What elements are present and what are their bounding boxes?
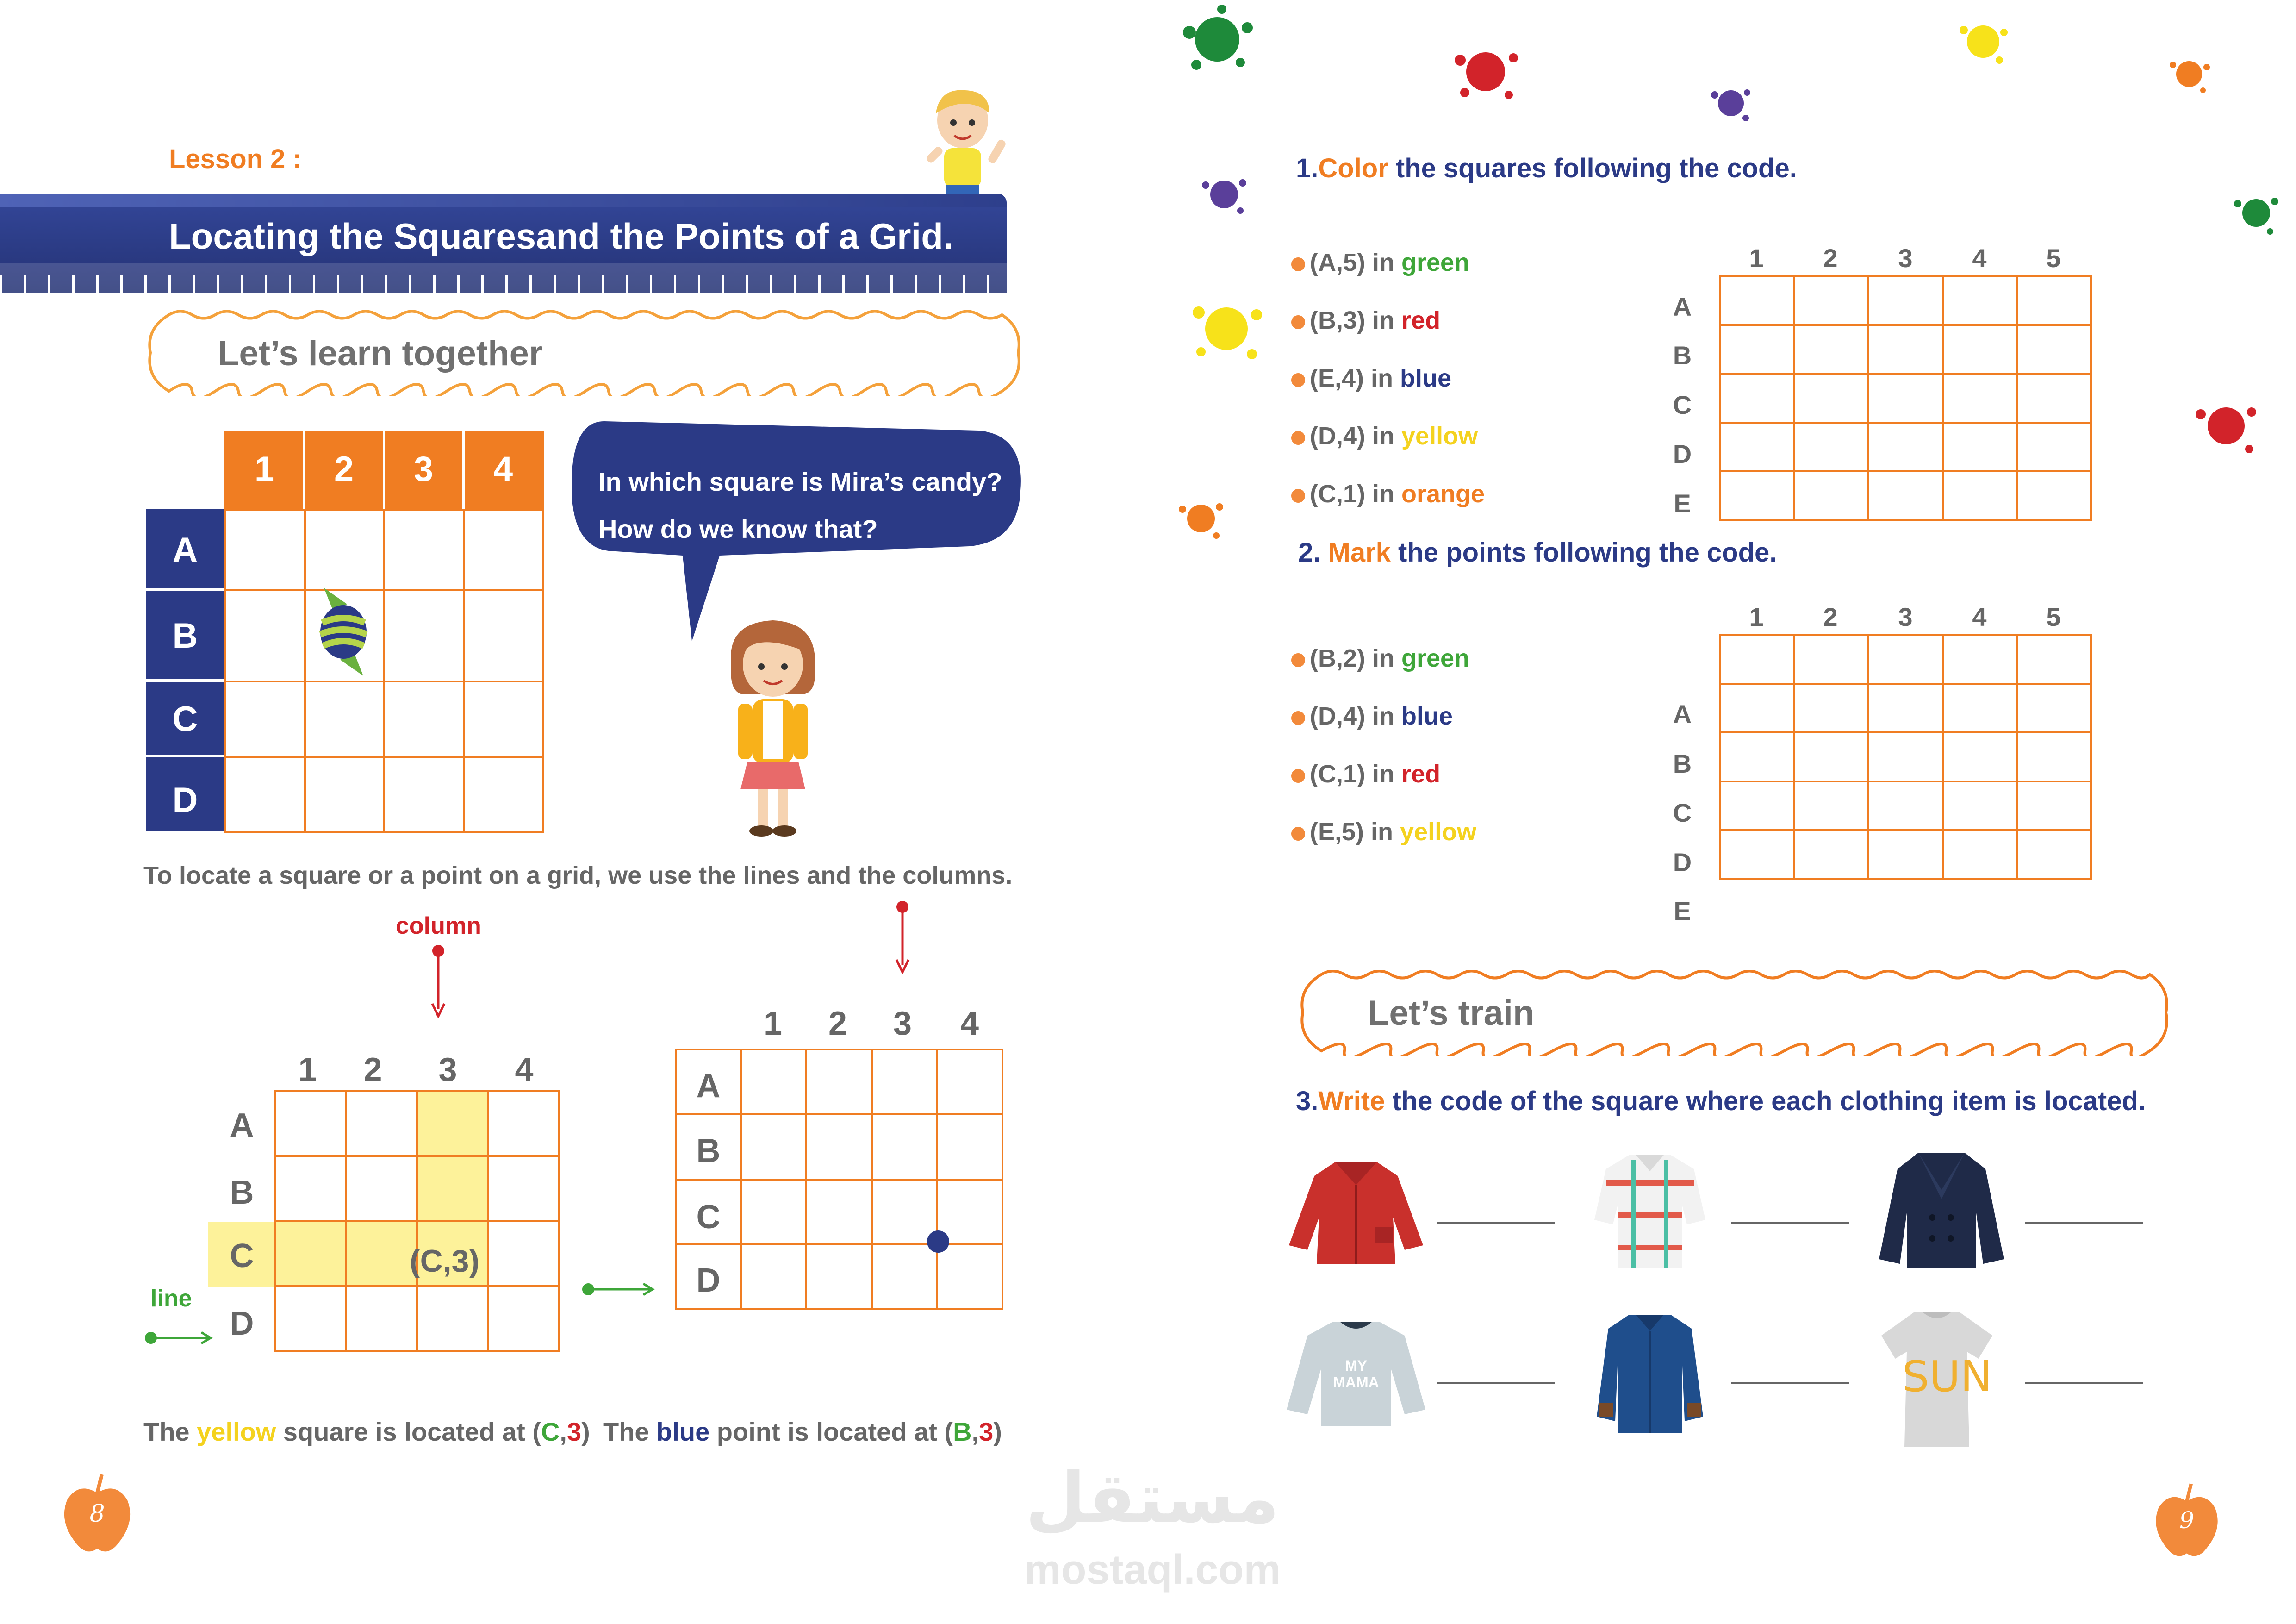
example-grid-yellow — [274, 1090, 560, 1352]
col-label: 3 — [1898, 602, 1913, 631]
sweater-text-1: MY — [1345, 1357, 1367, 1374]
code-item — [1291, 687, 1476, 745]
caption-text: square is located at ( — [276, 1417, 541, 1446]
caption-text: point is located at ( — [709, 1417, 953, 1446]
ex2-instruction — [1298, 537, 1777, 568]
col-label: 2 — [828, 1005, 847, 1042]
speech-line-2: How do we know that? — [598, 514, 878, 543]
col-label: 2 — [363, 1051, 382, 1088]
paint-splat-icon — [1708, 81, 1754, 125]
sweater-text-2: MAMA — [1333, 1374, 1379, 1391]
line-label: line — [150, 1285, 192, 1312]
code-text: (B,3) in — [1310, 306, 1394, 334]
mira-grid-cells — [224, 509, 544, 833]
row-label: A — [172, 531, 198, 570]
code-color: blue — [1401, 702, 1453, 730]
answer-line[interactable] — [2025, 1222, 2143, 1224]
navy-jacket-image — [1874, 1148, 2009, 1273]
paint-splat-icon — [1955, 14, 2011, 69]
caption-yellow — [143, 1417, 590, 1447]
answer-line[interactable] — [1437, 1382, 1555, 1384]
ex-verb: Mark — [1328, 537, 1391, 568]
banner-title: Locating the Squaresand the Points of a Grid. — [169, 216, 953, 256]
ex-text: the code of the square where each clothing item is located. — [1385, 1086, 2146, 1116]
col-label: 4 — [515, 1051, 534, 1088]
code-color: green — [1401, 249, 1470, 276]
caption-text: , — [971, 1417, 979, 1446]
col-label: 4 — [493, 450, 513, 489]
caption-letter: C — [541, 1417, 560, 1446]
speech-line-1: In which square is Mira’s candy? — [598, 467, 1002, 496]
watermark-latin: mostaql.com — [1024, 1547, 1281, 1593]
caption-letter: B — [953, 1417, 972, 1446]
red-coat-image — [1284, 1157, 1428, 1268]
row-label: B — [230, 1174, 254, 1211]
plaid-shirt-image — [1592, 1150, 1708, 1273]
col-label: 2 — [334, 450, 354, 489]
ruler-ticks — [0, 275, 1007, 293]
ex-number: 1. — [1296, 153, 1319, 183]
caption-blue — [603, 1417, 1002, 1447]
code-item — [1291, 465, 1485, 523]
code-text: (B,2) in — [1310, 644, 1394, 672]
col-label: 1 — [763, 1005, 783, 1042]
code-text: (D,4) in — [1310, 702, 1394, 730]
denim-shirt-image — [1592, 1310, 1708, 1437]
row-label: D — [1673, 848, 1692, 877]
caption-text: The — [143, 1417, 197, 1446]
column-arrow-icon — [891, 900, 914, 974]
row-label: B — [172, 616, 198, 656]
caption-text: The — [603, 1417, 657, 1446]
ex-verb: Color — [1318, 153, 1388, 183]
page-number: 8 — [89, 1500, 105, 1528]
answer-line[interactable] — [1731, 1222, 1849, 1224]
ex1-instruction — [1296, 153, 1797, 184]
col-label: 1 — [254, 450, 274, 489]
col-label: 3 — [438, 1051, 457, 1088]
col-label: 4 — [960, 1005, 979, 1042]
paint-splat-icon — [2231, 187, 2282, 238]
code-item — [1291, 745, 1476, 803]
row-label: C — [1673, 798, 1692, 827]
row-label: D — [696, 1262, 721, 1299]
ex-verb: Write — [1318, 1086, 1385, 1116]
code-text: (D,4) in — [1310, 422, 1394, 450]
ex1-codes — [1291, 234, 1485, 523]
caption-number: 3 — [979, 1417, 994, 1446]
code-item — [1291, 234, 1485, 292]
learn-together-title: Let’s learn together — [218, 334, 543, 373]
row-label: C — [1673, 390, 1692, 419]
column-arrow-icon — [427, 944, 450, 1018]
caption-number: 3 — [566, 1417, 582, 1446]
code-item — [1291, 803, 1476, 861]
code-text: (E,4) in — [1310, 364, 1394, 392]
paint-splat-icon — [1187, 292, 1266, 366]
ex2-codes — [1291, 630, 1476, 861]
row-label: B — [696, 1132, 721, 1169]
row-label: A — [696, 1068, 721, 1105]
row-label: D — [1673, 439, 1692, 468]
code-item — [1291, 350, 1485, 407]
ex1-grid[interactable] — [1719, 275, 2092, 521]
code-color: red — [1401, 760, 1441, 788]
col-label: 1 — [298, 1051, 317, 1088]
ex2-grid[interactable] — [1719, 634, 2092, 880]
row-label: C — [230, 1237, 254, 1274]
code-text: (C,1) in — [1310, 760, 1394, 788]
candy-icon — [315, 586, 373, 678]
code-item — [1291, 630, 1476, 687]
ex-text: the points following the code. — [1390, 537, 1777, 568]
answer-line[interactable] — [1437, 1222, 1555, 1224]
ex-number: 3. — [1296, 1086, 1319, 1116]
paint-splat-icon — [1171, 0, 1263, 79]
paint-splat-icon — [1176, 493, 1226, 544]
caption-text: ) — [581, 1417, 590, 1446]
row-label: B — [1673, 749, 1692, 778]
col-label: 5 — [2046, 602, 2061, 631]
row-label: E — [1674, 896, 1691, 925]
code-color: red — [1401, 306, 1441, 334]
code-text: (C,1) in — [1310, 480, 1394, 508]
row-label: A — [230, 1107, 254, 1144]
col-label: 2 — [1823, 244, 1838, 273]
paint-splat-icon — [1199, 169, 1250, 220]
tshirt-text: SUN — [1902, 1352, 1992, 1401]
row-label: B — [1673, 341, 1692, 370]
code-color: yellow — [1401, 422, 1478, 450]
code-color: yellow — [1400, 818, 1477, 846]
ex-text: the squares following the code. — [1388, 153, 1797, 183]
line-arrow-icon — [143, 1329, 213, 1347]
col-label: 3 — [893, 1005, 912, 1042]
paint-splat-icon — [2166, 51, 2212, 97]
col-label: 3 — [1898, 244, 1913, 273]
code-text: (A,5) in — [1310, 249, 1394, 276]
column-label: column — [396, 912, 481, 939]
paint-splat-icon — [2191, 394, 2261, 458]
col-label: 5 — [2046, 244, 2061, 273]
watermark-arabic: مستقل — [1025, 1458, 1280, 1539]
caption-color-word: blue — [656, 1417, 710, 1446]
col-label: 4 — [1972, 602, 1987, 631]
caption-text: ) — [993, 1417, 1002, 1446]
col-label: 3 — [413, 450, 434, 489]
code-text: (E,5) in — [1310, 818, 1394, 846]
explain-text: To locate a square or a point on a grid, we use the lines and the columns. — [143, 862, 1013, 889]
col-label: 4 — [1972, 244, 1987, 273]
col-label: 1 — [1749, 244, 1764, 273]
row-label: D — [172, 781, 198, 820]
blue-point — [927, 1230, 949, 1253]
col-label: 1 — [1749, 602, 1764, 631]
paint-splat-icon — [1449, 37, 1523, 106]
code-color: green — [1401, 644, 1470, 672]
code-color: orange — [1401, 480, 1485, 508]
answer-line[interactable] — [2025, 1382, 2143, 1384]
line-arrow-icon — [581, 1280, 655, 1299]
row-label: A — [1673, 700, 1692, 729]
page-number: 9 — [2179, 1507, 2194, 1534]
answer-line[interactable] — [1731, 1382, 1849, 1384]
cell-label: (C,3) — [410, 1243, 480, 1279]
caption-text: , — [560, 1417, 567, 1446]
ex3-instruction — [1296, 1086, 2146, 1117]
girl-illustration — [713, 613, 833, 840]
row-label: C — [696, 1199, 721, 1236]
row-label: C — [172, 700, 198, 739]
row-label: A — [1673, 292, 1692, 321]
ex-number: 2. — [1298, 537, 1321, 568]
train-title: Let’s train — [1368, 993, 1535, 1033]
lesson-label: Lesson 2 : — [169, 144, 302, 174]
code-item — [1291, 292, 1485, 350]
row-label: E — [1674, 489, 1691, 518]
col-label: 2 — [1823, 602, 1838, 631]
code-item — [1291, 407, 1485, 465]
row-label: D — [230, 1305, 254, 1342]
code-color: blue — [1400, 364, 1452, 392]
caption-color-word: yellow — [197, 1417, 276, 1446]
